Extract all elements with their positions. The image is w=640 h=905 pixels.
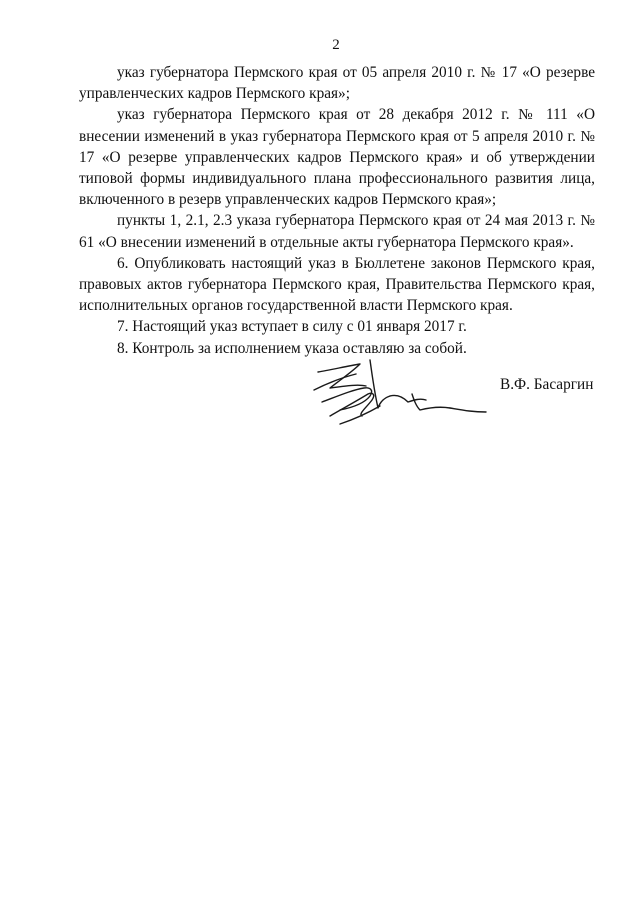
handwritten-signature xyxy=(300,350,490,440)
document-body xyxy=(79,62,595,359)
signer-name: В.Ф. Басаргин xyxy=(500,376,594,393)
signature-block xyxy=(300,350,620,440)
paragraph-item-8-control: 8. Контроль за исполнением указа оставляю за собой. xyxy=(117,339,467,357)
paragraph-item-7-effective-date: 7. Настоящий указ вступает в силу с 01 января 2017 г. xyxy=(117,318,467,336)
paragraph-decree-2012: указ губернатора Пермского края от 28 декабря 2012 г. № 111 «О внесении изменений в указ губернатора Пермского края от 5 апреля 2010 г. № 17 «О резерве управленческих кадров Пермского края» и об утверждении типовой формы индивидуального плана профессионального развития лица, включенного в резерв управленческих кадров Пермского края»; xyxy=(79,106,595,209)
paragraph-decree-2010: указ губернатора Пермского края от 05 апреля 2010 г. № 17 «О резерве управленческих кадров Пермского края»; xyxy=(79,64,595,103)
paragraph-decree-2013: пункты 1, 2.1, 2.3 указа губернатора Пермского края от 24 мая 2013 г. № 61 «О внесении изменений в отдельные акты губернатора Пермского края». xyxy=(79,212,595,251)
page-number: 2 xyxy=(332,37,340,53)
paragraph-item-6-publication: 6. Опубликовать настоящий указ в Бюллетене законов Пермского края, правовых актов губернатора Пермского края, Правительства Пермского края, исполнительных органов государственной власти Пермского края. xyxy=(79,254,595,315)
